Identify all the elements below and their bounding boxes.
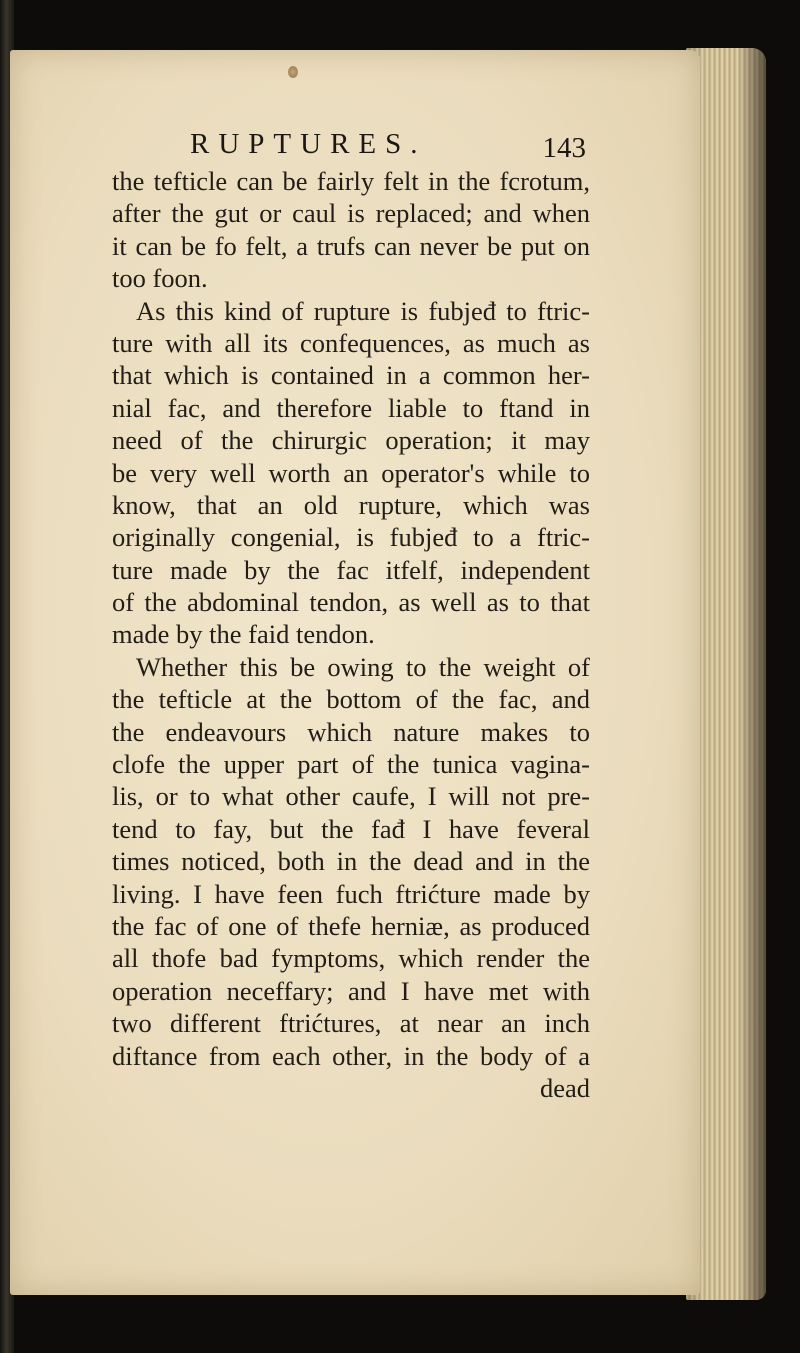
text-line: times noticed, both in the dead and in the: [112, 846, 590, 877]
text-line: too foon.: [112, 263, 208, 294]
text-line: two different ftrićtures, at near an inch: [112, 1008, 590, 1039]
text-line: lis, or to what other caufe, I will not pre-: [112, 781, 590, 812]
paragraph-start-line: As this kind of rupture is fubjeđ to ftric-: [136, 295, 590, 326]
text-line: ture made by the fac itfelf, independent: [112, 554, 590, 585]
text-line: originally congenial, is fubjeđ to a ftric-: [112, 522, 590, 553]
text-line: living. I have feen fuch ftrićture made by: [112, 878, 590, 909]
text-line: ture with all its confequences, as much as: [112, 327, 590, 358]
text-line: the tefticle can be fairly felt in the fcrotum,: [112, 166, 590, 196]
paper-stain: [288, 66, 298, 78]
text-line: know, that an old rupture, which was: [112, 489, 590, 520]
text-line: clofe the upper part of the tunica vagina-: [112, 749, 590, 780]
text-line: tend to fay, but the fađ I have feveral: [112, 813, 590, 844]
text-line: made by the faid tendon.: [112, 619, 375, 650]
text-line: of the abdominal tendon, as well as to that: [112, 587, 590, 618]
text-line: after the gut or caul is replaced; and when: [112, 198, 590, 229]
text-line: the endeavours which nature makes to: [112, 716, 590, 747]
running-head-title: RUPTURES.: [190, 128, 427, 160]
text-line: need of the chirurgic operation; it may: [112, 425, 590, 456]
text-line: be very well worth an operator's while to: [112, 457, 590, 488]
body-text: [112, 165, 590, 1104]
text-line: the fac of one of thefe herniæ, as produced: [112, 910, 590, 941]
text-line: that which is contained in a common her-: [112, 360, 590, 391]
text-line: nial fac, and therefore liable to ftand in: [112, 392, 590, 423]
text-line: it can be fo felt, a trufs can never be put on: [112, 230, 590, 261]
text-line: the tefticle at the bottom of the fac, and: [112, 684, 590, 715]
page-number: 143: [542, 132, 586, 164]
running-header: [190, 126, 600, 170]
text-line: diftance from each other, in the body of a: [112, 1040, 590, 1071]
paragraph-start-line: Whether this be owing to the weight of: [136, 651, 590, 682]
text-line: all thofe bad fymptoms, which render the: [112, 943, 590, 974]
text-line: operation neceffary; and I have met with: [112, 975, 590, 1006]
catchword: dead: [539, 1072, 590, 1103]
